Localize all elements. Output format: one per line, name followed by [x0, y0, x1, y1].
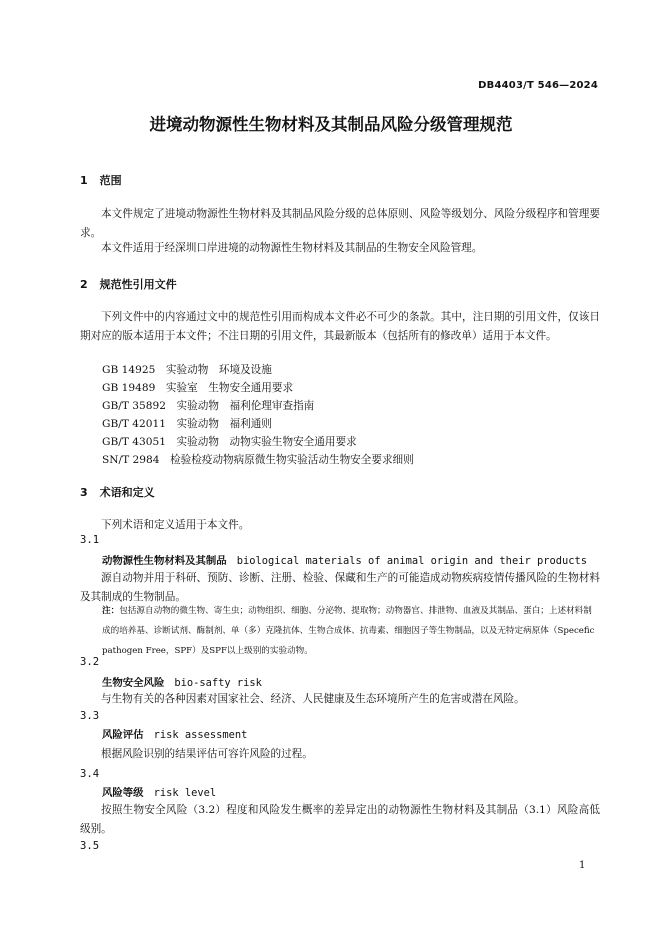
note-label: 注： — [102, 606, 120, 616]
term-cn: 动物源性生物材料及其制品 — [102, 555, 227, 567]
term-definition: 按照生物安全风险（3.2）程度和风险发生概率的差异定出的动物源性生物材料及其制品（3.1）风险高低级别。 — [80, 804, 600, 835]
term-en: bio-safty risk — [174, 677, 262, 689]
section-number: 3 — [80, 486, 88, 499]
term-en: risk level — [153, 787, 217, 799]
section-number: 2 — [80, 278, 88, 291]
term-number: 3.5 — [80, 840, 100, 852]
terms-intro: 下列术语和定义适用于本文件。 — [101, 519, 250, 531]
reference-item: SN/T 2984 检验检疫动物病原微生物实验活动生物安全要求细则 — [102, 454, 414, 466]
note-text: 包括源自动物的微生物、寄生虫；动物组织、细胞、分泌物、提取物；动物器官、排泄物、血液及其制品、蛋白；上述材料制成的培养基、诊断试剂、酶制剂、单（多）克隆抗体、生物合成体、抗毒素、细胞因子等生物制品，以及无特定病原体（Specefic pathogen Free，SPF）及SPF以上级别的实验动物。 — [102, 606, 595, 656]
term-note — [102, 601, 599, 661]
term-number: 3.3 — [80, 710, 100, 722]
term-en: risk assessment — [153, 729, 248, 741]
term-number: 3.1 — [80, 534, 100, 546]
section-heading-scope — [80, 172, 122, 188]
term-definition: 根据风险识别的结果评估可容许风险的过程。 — [101, 748, 313, 760]
term-heading — [102, 726, 247, 741]
reference-item: GB 14925 实验动物 环境及设施 — [102, 364, 272, 376]
section-heading-terms — [80, 484, 155, 500]
section-title: 规范性引用文件 — [99, 278, 177, 291]
term-en: biological materials of animal origin and their products — [236, 555, 588, 567]
term-heading — [102, 552, 587, 567]
term-number: 3.2 — [80, 656, 100, 668]
term-heading — [102, 674, 262, 689]
section-heading-normative — [80, 276, 177, 292]
scope-paragraph-2: 本文件适用于经深圳口岸进境的动物源性生物材料及其制品的生物安全风险管理。 — [101, 242, 483, 254]
reference-item: GB/T 35892 实验动物 福利伦理审查指南 — [102, 400, 315, 412]
reference-item: GB/T 42011 实验动物 福利通则 — [102, 418, 272, 430]
term-definition: 与生物有关的各种因素对国家社会、经济、人民健康及生态环境所产生的危害或潜在风险。 — [101, 693, 525, 705]
normative-intro: 下列文件中的内容通过文中的规范性引用而构成本文件必不可少的条款。其中，注日期的引用文件，仅该日期对应的版本适用于本文件；不注日期的引用文件，其最新版本（包括所有的修改单）适用于本文件。 — [80, 311, 600, 342]
scope-paragraph-1: 本文件规定了进境动物源性生物材料及其制品风险分级的总体原则、风险等级划分、风险分级程序和管理要求。 — [80, 208, 600, 239]
document-title: 进境动物源性生物材料及其制品风险分级管理规范 — [149, 115, 513, 134]
term-cn: 风险评估 — [102, 729, 144, 741]
section-number: 1 — [80, 174, 88, 187]
term-cn: 风险等级 — [102, 787, 144, 799]
reference-item: GB/T 43051 实验动物 动物实验生物安全通用要求 — [102, 436, 357, 448]
page-number: 1 — [579, 860, 586, 871]
section-title: 范围 — [99, 174, 122, 187]
reference-item: GB 19489 实验室 生物安全通用要求 — [102, 382, 294, 394]
section-title: 术语和定义 — [99, 486, 155, 499]
term-cn: 生物安全风险 — [102, 677, 165, 689]
term-definition: 源自动物并用于科研、预防、诊断、注册、检验、保藏和生产的可能造成动物疾病疫情传播风险的生物材料及其制成的生物制品。 — [80, 572, 600, 603]
term-number: 3.4 — [80, 768, 100, 780]
standard-code: DB4403/T 546—2024 — [478, 80, 598, 91]
term-heading — [102, 784, 216, 799]
